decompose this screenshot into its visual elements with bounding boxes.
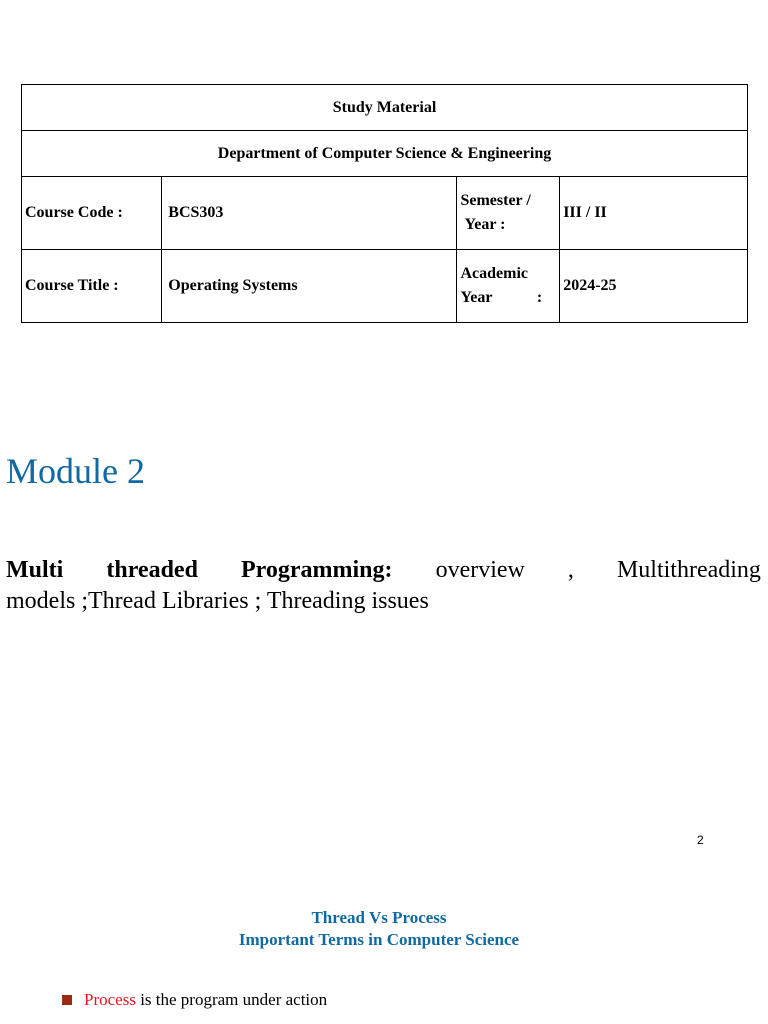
academic-label-colon: : [536,289,543,306]
page-number: 2 [697,833,704,847]
course-code-value: BCS303 [162,177,457,250]
academic-year-label [457,250,560,323]
topics-bold-multi: Multi [6,557,64,583]
academic-year-value: 2024-25 [560,250,748,323]
bullet-item [62,990,327,1010]
course-title-value: Operating Systems [162,250,457,323]
slide-title-line1: Thread Vs Process [311,908,447,927]
module-heading: Module 2 [6,451,145,491]
bullet-text [84,990,327,1010]
academic-label-line2 [460,286,556,310]
module-topics [6,555,761,617]
topics-word-multithreading: Multithreading [616,557,761,583]
academic-label-line1: Academic [460,265,528,282]
semester-label-line2: Year : [464,216,506,233]
semester-label-line1: Semester / [460,192,531,209]
semester-value: III / II [560,177,748,250]
bullet-term: Process [84,990,136,1009]
academic-label-year: Year [460,289,493,306]
semester-label [457,177,560,250]
topics-word-overview: overview [435,557,525,583]
square-bullet-icon [62,995,72,1005]
bullet-rest: is the program under action [135,990,328,1009]
course-info-table [21,84,748,323]
course-title-label: Course Title : [22,250,162,323]
course-code-label: Course Code : [22,177,162,250]
topics-bold-threaded: threaded [106,557,198,583]
slide-title [0,907,758,951]
topics-line-1 [6,555,761,586]
study-material-title: Study Material [22,85,748,131]
topics-line-2: models ;Thread Libraries ; Threading issues [6,588,429,614]
topics-word-comma: , [567,557,574,583]
department-name: Department of Computer Science & Engineering [22,131,748,177]
slide-title-line2: Important Terms in Computer Science [238,930,520,949]
topics-bold-programming: Programming: [240,557,393,583]
